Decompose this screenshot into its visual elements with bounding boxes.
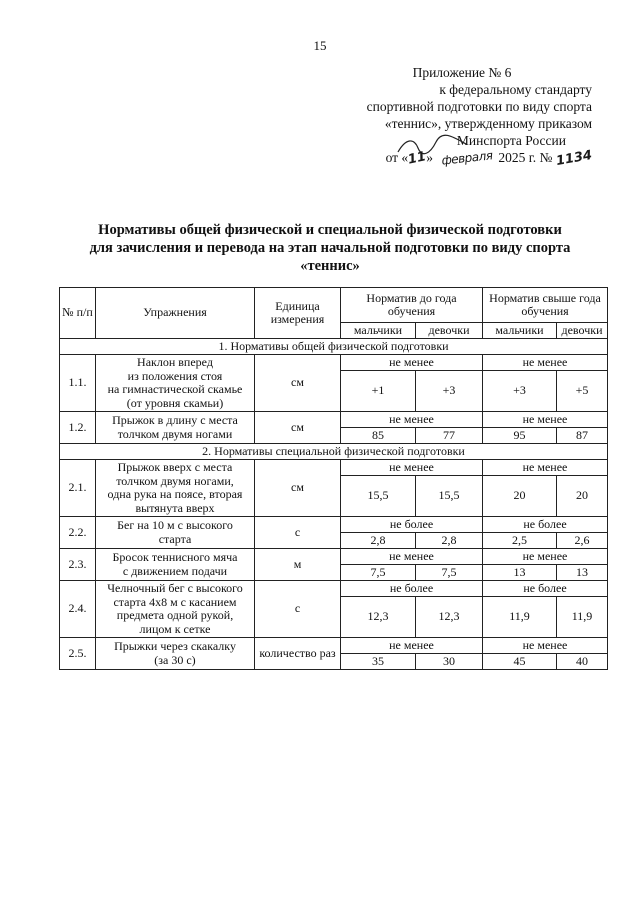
value-boys-to-year: 7,5 [341,565,416,581]
row-condition-b: не менее [483,460,608,476]
order-date-prefix: от « [385,150,409,165]
exercise-line: толчком двумя ногами, [116,473,234,488]
row-condition-b: не менее [483,355,608,371]
row-condition-a: не более [341,517,483,533]
appendix-line-2: спортивной подготовки по виду спорта [366,99,592,114]
row-exercise [96,638,255,670]
page-number: 15 [313,38,327,53]
appendix-block [292,64,594,170]
order-date-line [292,147,594,170]
heading-line-2: для зачисления и перевода на этап начальной подготовки по виду спорта [89,240,571,256]
row-condition-a: не менее [341,638,483,654]
row-condition-a: не менее [341,355,483,371]
value-boys-over-year: 13 [483,565,557,581]
value-girls-to-year: +3 [416,371,483,412]
row-exercise [96,549,255,581]
section-row [60,444,608,460]
appendix-line-3: «теннис», утвержденному приказом [384,116,592,131]
header-norm-to-year: Норматив до года обучения [341,288,483,323]
row-unit: см [255,355,341,412]
exercise-line: Бросок теннисного мяча [112,550,238,564]
table-row [60,581,608,597]
value-girls-to-year: 15,5 [416,476,483,517]
order-number: 1134 [554,147,594,170]
table-row [60,412,608,428]
row-condition-b: не менее [483,549,608,565]
value-boys-to-year: 15,5 [341,476,416,517]
value-boys-to-year: 35 [341,654,416,670]
appendix-title: Приложение № 6 [412,65,512,80]
table-row [60,549,608,565]
row-num: 2.1. [60,460,96,517]
table-row [60,355,608,371]
row-unit: с [255,517,341,549]
header-norm-over-year: Норматив свыше года обучения [483,288,608,323]
exercise-line: Прыжок вверх с места [117,460,233,474]
value-boys-over-year: 2,5 [483,533,557,549]
table-row [60,638,608,654]
value-boys-over-year: +3 [483,371,557,412]
section-row [60,339,608,355]
row-condition-a: не более [341,581,483,597]
table-header-row [60,288,608,323]
exercise-line: старта 4x8 м с касанием [113,594,237,609]
row-num: 1.2. [60,412,96,444]
value-girls-over-year: 13 [557,565,608,581]
row-num: 2.2. [60,517,96,549]
exercise-line: Прыжки через скакалку [114,639,236,653]
header-boys-2: мальчики [483,323,557,339]
value-girls-over-year: 20 [557,476,608,517]
value-girls-to-year: 30 [416,654,483,670]
appendix-ministry: Минспорта России [456,133,566,148]
row-condition-b: не более [483,517,608,533]
row-num: 1.1. [60,355,96,412]
header-unit: Единица измерения [255,288,341,339]
section-title: 1. Нормативы общей физической подготовки [60,339,608,355]
section-title: 2. Нормативы специальной физической подготовки [60,444,608,460]
exercise-line: одна рука на поясе, вторая [107,487,243,501]
table-row [60,460,608,476]
exercise-line: толчком двумя ногами [117,426,233,441]
row-exercise [96,517,255,549]
row-num: 2.4. [60,581,96,638]
exercise-line: Бег на 10 м с высокого [117,518,233,532]
value-boys-to-year: 2,8 [341,533,416,549]
exercise-line: Наклон вперед [137,355,213,369]
header-girls-1: девочки [416,323,483,339]
exercise-line: из положения стоя [127,368,223,383]
exercise-line: (от уровня скамьи) [126,395,224,410]
row-unit: см [255,460,341,517]
row-unit: количество раз [255,638,341,670]
heading-line-1: Нормативы общей физической и специальной физической подготовки [98,222,562,238]
value-girls-to-year: 7,5 [416,565,483,581]
row-unit: см [255,412,341,444]
exercise-line: на гимнастической скамье [107,382,243,396]
header-boys-1: мальчики [341,323,416,339]
header-girls-2: девочки [557,323,608,339]
value-girls-over-year: +5 [557,371,608,412]
row-num: 2.5. [60,638,96,670]
order-date-month: февраля [441,148,494,168]
row-condition-a: не менее [341,460,483,476]
row-exercise [96,355,255,412]
row-condition-a: не менее [341,412,483,428]
value-girls-over-year: 2,6 [557,533,608,549]
order-date-year: 2025 г. № [498,150,553,165]
value-boys-over-year: 45 [483,654,557,670]
exercise-line: (за 30 с) [154,652,196,667]
exercise-line: с движением подачи [122,563,228,578]
table-row [60,517,608,533]
heading-line-3: «теннис» [300,258,360,274]
value-boys-to-year: 12,3 [341,597,416,638]
row-exercise [96,412,255,444]
value-girls-to-year: 2,8 [416,533,483,549]
exercise-line: предмета одной рукой, [116,608,234,622]
value-girls-over-year: 40 [557,654,608,670]
row-condition-b: не менее [483,412,608,428]
norms-table [59,287,608,670]
row-exercise [96,581,255,638]
row-condition-b: не менее [483,638,608,654]
exercise-line: Челночный бег с высокого [107,581,243,595]
row-exercise [96,460,255,517]
value-boys-over-year: 95 [483,428,557,444]
value-girls-over-year: 87 [557,428,608,444]
order-date-mid: » [426,150,434,165]
header-num: № п/п [60,288,96,339]
value-girls-over-year: 11,9 [557,597,608,638]
row-unit: м [255,549,341,581]
value-boys-over-year: 11,9 [483,597,557,638]
order-date-day: 11 [406,149,428,168]
exercise-line: Прыжок в длину с места [112,413,238,427]
value-girls-to-year: 12,3 [416,597,483,638]
appendix-line-1: к федеральному стандарту [439,82,592,97]
row-unit: с [255,581,341,638]
value-boys-over-year: 20 [483,476,557,517]
row-num: 2.3. [60,549,96,581]
row-condition-b: не более [483,581,608,597]
value-boys-to-year: +1 [341,371,416,412]
document-heading [60,221,600,275]
exercise-line: старта [158,531,192,546]
value-girls-to-year: 77 [416,428,483,444]
value-boys-to-year: 85 [341,428,416,444]
header-exercise: Упражнения [96,288,255,339]
exercise-line: вытянута вверх [135,500,215,515]
row-condition-a: не менее [341,549,483,565]
exercise-line: лицом к сетке [139,621,211,636]
